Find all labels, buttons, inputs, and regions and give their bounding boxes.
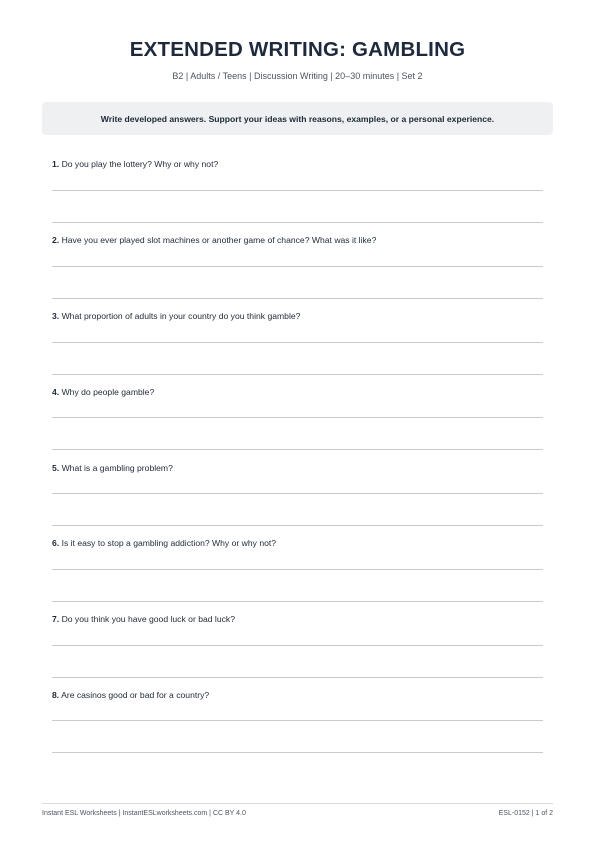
question-prompt: Have you ever played slot machines or another game of chance? What was it like? [61, 235, 377, 245]
answer-line[interactable] [52, 449, 543, 450]
answer-line[interactable] [52, 190, 543, 191]
question-number: 5. [52, 463, 60, 473]
answer-line[interactable] [52, 645, 543, 646]
question-2 [52, 235, 543, 311]
question-number: 8. [52, 690, 60, 700]
question-number: 1. [52, 159, 60, 169]
answer-line[interactable] [52, 601, 543, 602]
answer-line[interactable] [52, 569, 543, 570]
question-text [52, 235, 376, 245]
question-text [52, 463, 173, 473]
answer-line[interactable] [52, 342, 543, 343]
question-prompt: Why do people gamble? [61, 387, 155, 397]
answer-line[interactable] [52, 417, 543, 418]
answer-line[interactable] [52, 493, 543, 494]
question-text [52, 538, 276, 548]
question-text [52, 311, 300, 321]
answer-line[interactable] [52, 525, 543, 526]
instructions-text: Write developed answers. Support your ideas with reasons, examples, or a personal experience. [100, 113, 495, 124]
question-3 [52, 311, 543, 387]
footer-credits: Instant ESL Worksheets | InstantESLworksheets.com | CC BY 4.0 [42, 810, 246, 817]
answer-line[interactable] [52, 374, 543, 375]
question-text [52, 614, 235, 624]
question-prompt: Are casinos good or bad for a country? [61, 690, 210, 700]
question-text [52, 387, 154, 397]
question-6 [52, 538, 543, 614]
question-text [52, 159, 218, 169]
answer-line[interactable] [52, 298, 543, 299]
question-7 [52, 614, 543, 690]
question-8 [52, 690, 543, 766]
answer-line[interactable] [52, 752, 543, 753]
question-prompt: Is it easy to stop a gambling addiction? Why or why not? [61, 538, 277, 548]
answer-line[interactable] [52, 677, 543, 678]
instructions-box [42, 102, 553, 135]
question-number: 6. [52, 538, 60, 548]
answer-line[interactable] [52, 720, 543, 721]
answer-line[interactable] [52, 266, 543, 267]
question-number: 3. [52, 311, 60, 321]
question-prompt: What proportion of adults in your country do you think gamble? [61, 311, 301, 321]
question-number: 7. [52, 614, 60, 624]
question-prompt: Do you think you have good luck or bad luck? [61, 614, 235, 624]
question-prompt: What is a gambling problem? [61, 463, 173, 473]
worksheet-title: EXTENDED WRITING: GAMBLING [129, 38, 466, 61]
question-text [52, 690, 209, 700]
footer-divider [42, 803, 553, 804]
question-1 [52, 159, 543, 235]
question-number: 4. [52, 387, 60, 397]
footer-page-id: ESL-0152 | 1 of 2 [498, 810, 553, 817]
question-prompt: Do you play the lottery? Why or why not? [61, 159, 219, 169]
answer-line[interactable] [52, 222, 543, 223]
question-number: 2. [52, 235, 60, 245]
question-5 [52, 463, 543, 539]
worksheet-subtitle: B2 | Adults / Teens | Discussion Writing | 20–30 minutes | Set 2 [172, 71, 423, 81]
question-4 [52, 387, 543, 463]
